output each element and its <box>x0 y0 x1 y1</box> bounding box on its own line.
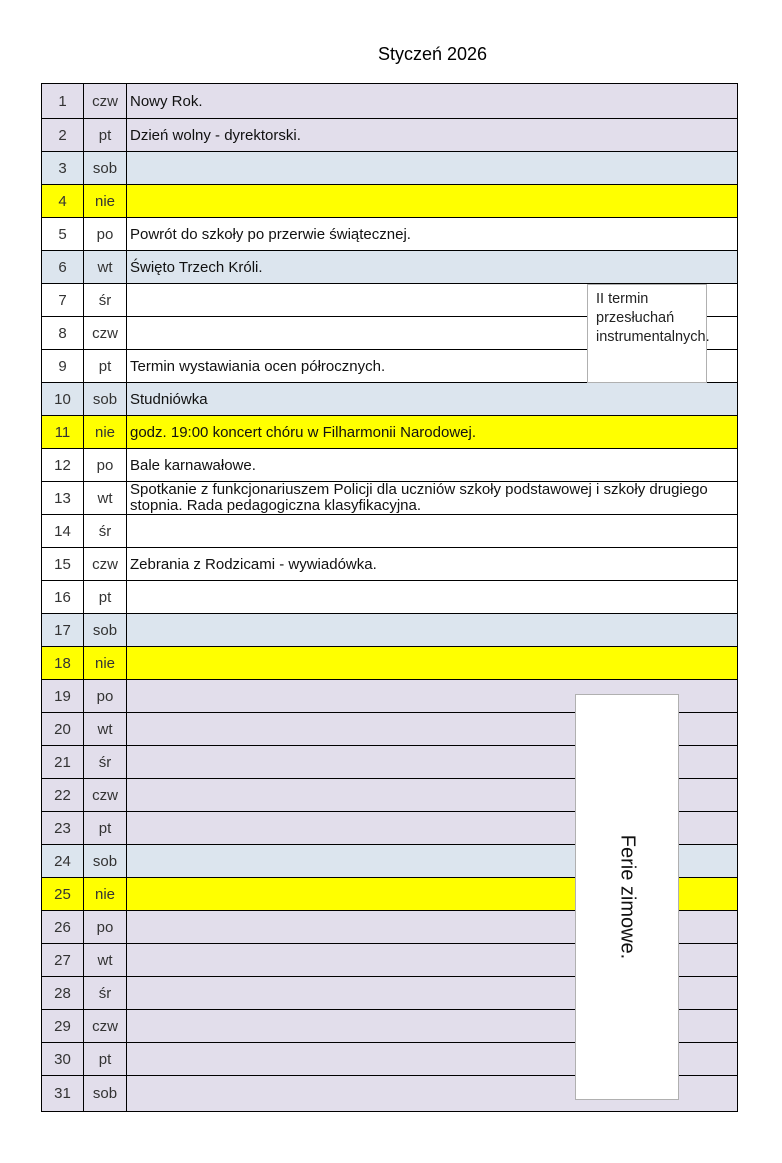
day-number: 29 <box>42 1010 84 1042</box>
day-of-week: sob <box>84 845 127 877</box>
day-number: 18 <box>42 647 84 679</box>
day-of-week: sob <box>84 383 127 415</box>
table-row <box>42 119 737 152</box>
day-of-week: czw <box>84 84 127 118</box>
table-row <box>42 614 737 647</box>
day-number: 10 <box>42 383 84 415</box>
event-text: godz. 19:00 koncert chóru w Filharmonii Narodowej. <box>130 423 477 441</box>
day-of-week: czw <box>84 1010 127 1042</box>
event-text <box>127 647 737 679</box>
day-of-week: nie <box>84 878 127 910</box>
day-of-week: wt <box>84 713 127 745</box>
day-of-week: pt <box>84 581 127 613</box>
day-number: 17 <box>42 614 84 646</box>
table-row <box>42 449 737 482</box>
day-of-week: pt <box>84 350 127 382</box>
day-number: 6 <box>42 251 84 283</box>
table-row <box>42 581 737 614</box>
day-of-week: czw <box>84 779 127 811</box>
event-text: Studniówka <box>130 390 208 408</box>
day-number: 8 <box>42 317 84 349</box>
event-text <box>127 185 737 217</box>
day-of-week: czw <box>84 548 127 580</box>
day-number: 3 <box>42 152 84 184</box>
day-number: 20 <box>42 713 84 745</box>
day-of-week: czw <box>84 317 127 349</box>
table-row <box>42 185 737 218</box>
day-of-week: wt <box>84 482 127 514</box>
day-of-week: po <box>84 680 127 712</box>
audition-note: II termin przesłuchań instrumentalnych. <box>587 284 707 383</box>
day-of-week: wt <box>84 944 127 976</box>
day-of-week: nie <box>84 416 127 448</box>
table-row <box>42 482 737 515</box>
event-text <box>127 152 737 184</box>
day-number: 22 <box>42 779 84 811</box>
day-of-week: śr <box>84 284 127 316</box>
event-text: Termin wystawiania ocen półrocznych. <box>130 357 386 375</box>
day-number: 12 <box>42 449 84 481</box>
event-text: Powrót do szkoły po przerwie świątecznej. <box>130 225 411 243</box>
table-row <box>42 218 737 251</box>
table-row <box>42 548 737 581</box>
day-number: 19 <box>42 680 84 712</box>
day-number: 30 <box>42 1043 84 1075</box>
event-text: Spotkanie z funkcjonariuszem Policji dla uczniów szkoły podstawowej i szkoły drugiego stopnia. Rada pedagogiczna klasyfikacyjna. <box>130 482 708 514</box>
day-number: 31 <box>42 1076 84 1111</box>
event-text: Zebrania z Rodzicami - wywiadówka. <box>130 555 377 573</box>
day-number: 13 <box>42 482 84 514</box>
event-text: Bale karnawałowe. <box>130 456 256 474</box>
day-number: 26 <box>42 911 84 943</box>
event-text <box>127 581 737 613</box>
day-of-week: sob <box>84 614 127 646</box>
day-number: 27 <box>42 944 84 976</box>
event-text: Dzień wolny - dyrektorski. <box>130 126 301 144</box>
event-text: Nowy Rok. <box>130 92 203 110</box>
day-of-week: śr <box>84 746 127 778</box>
event-text <box>127 614 737 646</box>
day-of-week: po <box>84 449 127 481</box>
table-row <box>42 647 737 680</box>
day-of-week: pt <box>84 119 127 151</box>
day-number: 15 <box>42 548 84 580</box>
table-row <box>42 515 737 548</box>
day-number: 5 <box>42 218 84 250</box>
day-number: 4 <box>42 185 84 217</box>
event-text <box>127 515 737 547</box>
event-text: Święto Trzech Króli. <box>130 258 263 276</box>
day-of-week: sob <box>84 152 127 184</box>
day-of-week: wt <box>84 251 127 283</box>
winter-break-box <box>575 694 679 1100</box>
table-row <box>42 416 737 449</box>
day-of-week: pt <box>84 812 127 844</box>
day-number: 2 <box>42 119 84 151</box>
day-number: 23 <box>42 812 84 844</box>
table-row <box>42 251 737 284</box>
day-of-week: pt <box>84 1043 127 1075</box>
day-number: 7 <box>42 284 84 316</box>
day-of-week: sob <box>84 1076 127 1111</box>
day-of-week: śr <box>84 515 127 547</box>
day-number: 11 <box>42 416 84 448</box>
day-number: 1 <box>42 84 84 118</box>
day-of-week: po <box>84 218 127 250</box>
table-row <box>42 84 737 119</box>
day-number: 21 <box>42 746 84 778</box>
table-row <box>42 152 737 185</box>
day-of-week: nie <box>84 647 127 679</box>
day-of-week: po <box>84 911 127 943</box>
day-number: 14 <box>42 515 84 547</box>
winter-break-label: Ferie zimowe. <box>616 834 639 960</box>
day-number: 16 <box>42 581 84 613</box>
day-number: 25 <box>42 878 84 910</box>
day-of-week: śr <box>84 977 127 1009</box>
page-title: Styczeń 2026 <box>377 44 488 64</box>
table-row <box>42 383 737 416</box>
day-number: 24 <box>42 845 84 877</box>
day-number: 9 <box>42 350 84 382</box>
day-number: 28 <box>42 977 84 1009</box>
day-of-week: nie <box>84 185 127 217</box>
